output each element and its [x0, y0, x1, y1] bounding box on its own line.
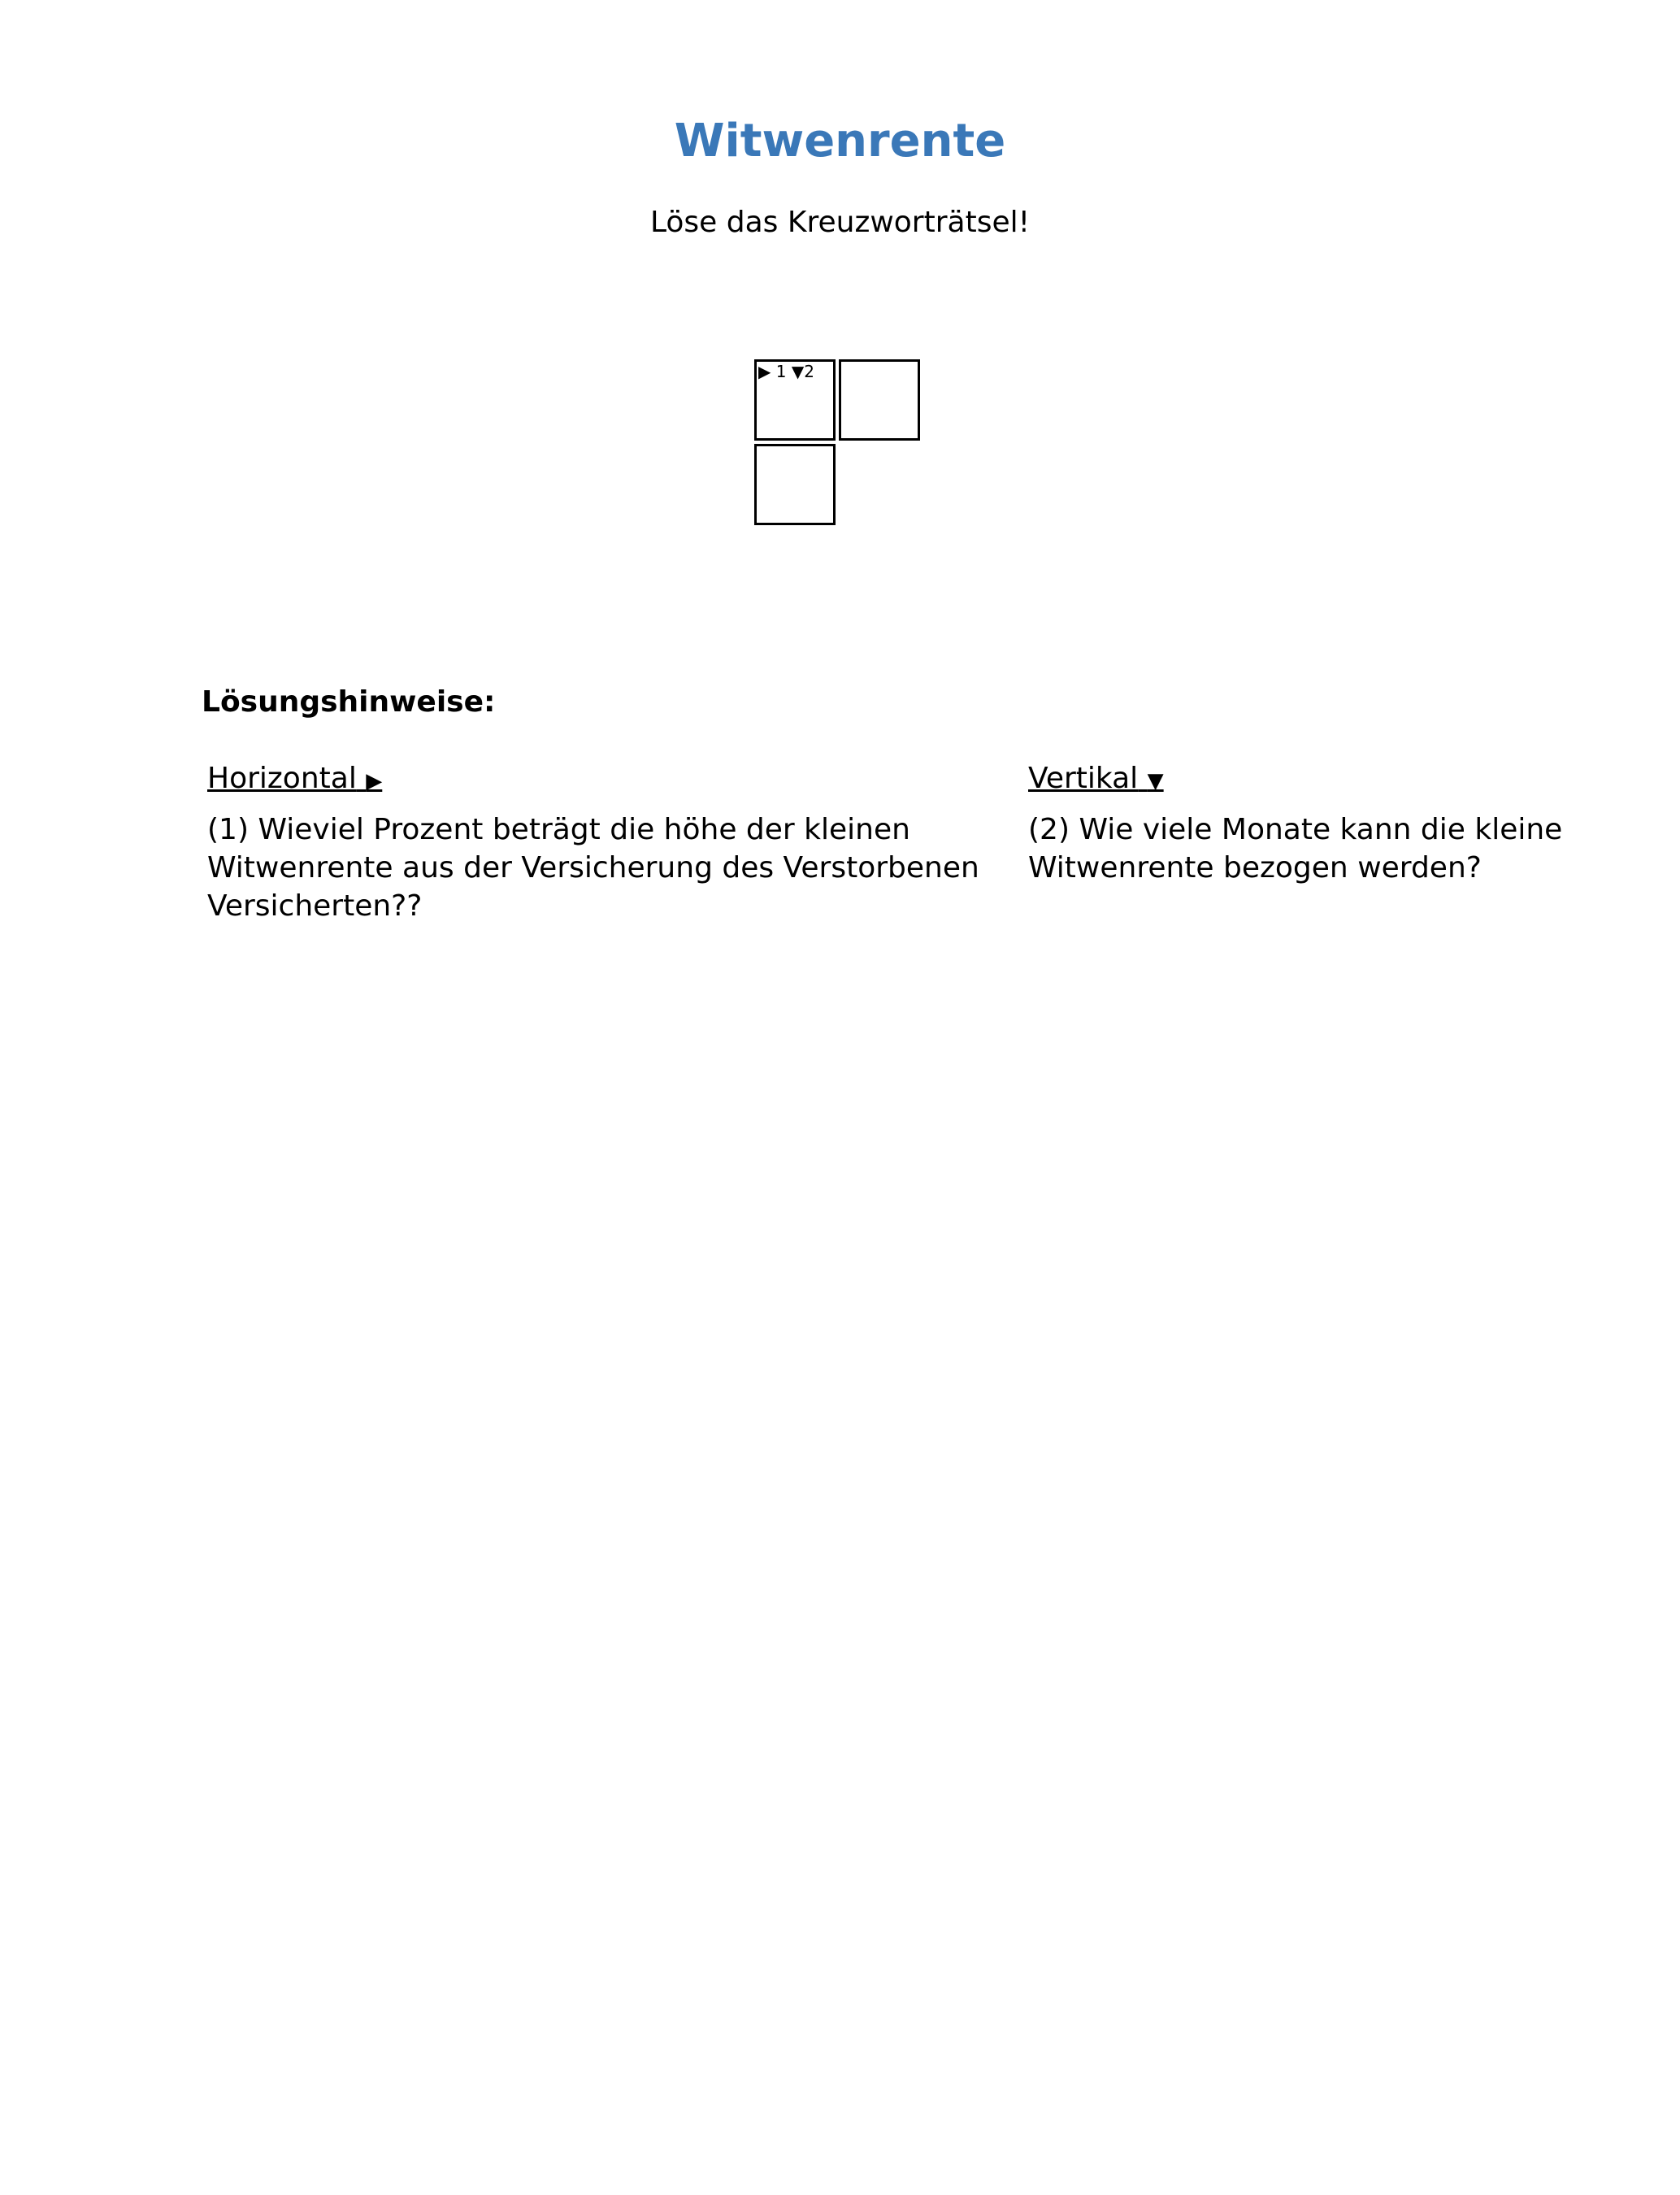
horizontal-heading — [207, 759, 1004, 801]
cell-number-label: ▶ 1 ▼2 — [758, 362, 814, 381]
vertical-clues — [1028, 759, 1662, 887]
arrow-down-icon: ▼ — [1147, 769, 1164, 793]
horizontal-clue-1: (1) Wieviel Prozent beträgt die höhe der kleinen Witwenrente aus der Versicherung des Verstorbenen Versicherten?? — [207, 813, 979, 923]
crossword-cell-down-2[interactable] — [754, 444, 836, 525]
instruction-text: Löse das Kreuzworträtsel! — [649, 206, 1031, 239]
vertical-heading-label: Vertikal — [1028, 762, 1139, 795]
vertical-clue-2: (2) Wie viele Monate kann die kleine Witwenrente bezogen werden? — [1028, 813, 1563, 885]
crossword-cell-start[interactable] — [754, 359, 836, 441]
crossword-cell-across-2[interactable] — [839, 359, 920, 441]
hints-heading: Lösungshinweise: — [202, 685, 496, 719]
horizontal-heading-label: Horizontal — [207, 762, 357, 795]
page-title: Witwenrente — [674, 115, 1006, 167]
arrow-right-icon: ▶ — [366, 769, 383, 793]
horizontal-clues — [207, 759, 1004, 925]
crossword-grid — [754, 359, 925, 530]
vertical-heading — [1028, 759, 1662, 801]
